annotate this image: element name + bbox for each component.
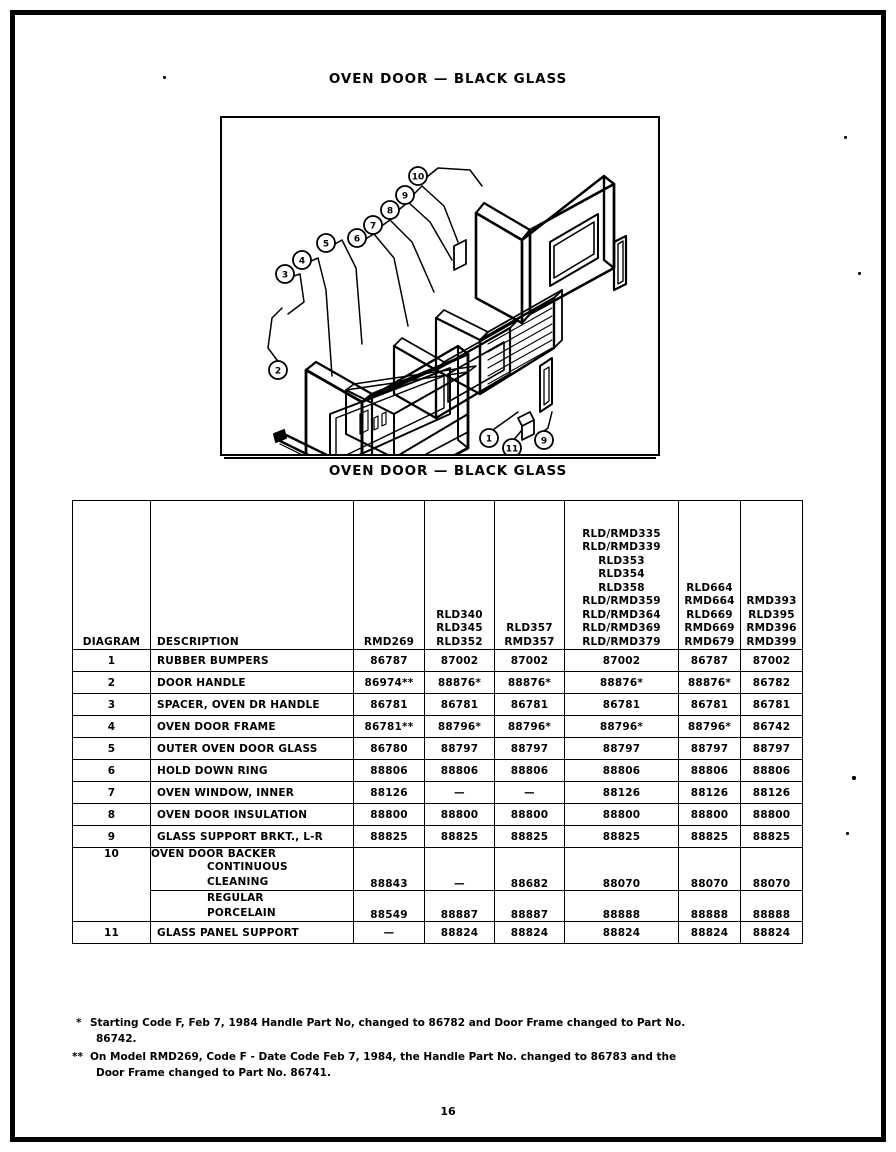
backer-sub-regular <box>151 891 353 921</box>
svg-text:10: 10 <box>411 172 425 183</box>
model-code: RMD393 <box>746 595 797 607</box>
cell-part-no: 88806 <box>741 760 803 782</box>
cell-part-no: 88796* <box>495 716 565 738</box>
column-header-rmd393 <box>741 501 803 650</box>
svg-text:3: 3 <box>281 270 289 281</box>
model-code: RLD/RMD339 <box>582 541 661 553</box>
model-code: RMD669 <box>684 622 735 634</box>
cell-part-no: 88888 <box>741 891 803 922</box>
cell-part-no: 88126 <box>565 782 679 804</box>
cell-part-no: 88806 <box>679 760 741 782</box>
cell-part-no: 88800 <box>565 804 679 826</box>
cell-diagram: 9 <box>73 826 151 848</box>
cell-part-no: 88824 <box>565 922 679 944</box>
footnote-line-1: On Model RMD269, Code F - Date Code Feb 7, 1984, the Handle Part No. changed to 86783 and the <box>90 1051 677 1063</box>
svg-text:11: 11 <box>505 444 519 454</box>
cell-part-no: 88126 <box>741 782 803 804</box>
cell-description: SPACER, OVEN DR HANDLE <box>151 694 354 716</box>
page-content <box>20 20 876 1132</box>
cell-description: OUTER OVEN DOOR GLASS <box>151 738 354 760</box>
cell-part-no: 88876* <box>425 672 495 694</box>
table-row <box>73 782 803 804</box>
model-code: RLD358 <box>598 581 645 594</box>
cell-part-no: — <box>425 782 495 804</box>
cell-part-no: 88682 <box>495 848 565 891</box>
cell-description: DOOR HANDLE <box>151 672 354 694</box>
sub-line-1: REGULAR <box>207 892 264 904</box>
diagram-caption: OVEN DOOR — BLACK GLASS <box>328 463 568 479</box>
cell-part-no: 88824 <box>679 922 741 944</box>
cell-part-no: 88888 <box>565 891 679 922</box>
cell-description: GLASS SUPPORT BRKT., L-R <box>151 826 354 848</box>
cell-part-no: 88800 <box>495 804 565 826</box>
cell-description: OVEN WINDOW, INNER <box>151 782 354 804</box>
cell-part-no: 88806 <box>354 760 425 782</box>
model-code: RLD395 <box>748 608 795 621</box>
cell-part-no: 88797 <box>565 738 679 760</box>
cell-part-no: 88806 <box>565 760 679 782</box>
footnote-double-asterisk <box>72 1049 821 1081</box>
cell-part-no: 88825 <box>741 826 803 848</box>
page-title: OVEN DOOR — BLACK GLASS <box>328 71 568 88</box>
svg-text:2: 2 <box>274 366 282 377</box>
page-number: 16 <box>440 1105 456 1118</box>
model-code: RMD664 <box>684 595 735 607</box>
table-row <box>73 804 803 826</box>
sub-line-2: CLEANING <box>207 876 269 888</box>
scan-speck <box>846 832 849 835</box>
cell-part-no: 88126 <box>679 782 741 804</box>
cell-part-no: 88825 <box>679 826 741 848</box>
model-code: RLD/RMD379 <box>582 635 661 648</box>
svg-text:8: 8 <box>386 206 394 217</box>
sub-line-2: PORCELAIN <box>207 907 276 919</box>
cell-part-no: 88887 <box>425 891 495 922</box>
cell-part-no: 86781 <box>565 694 679 716</box>
cell-part-no: 87002 <box>741 650 803 672</box>
backer-title: OVEN DOOR BACKER <box>151 848 277 860</box>
cell-part-no: 88800 <box>425 804 495 826</box>
cell-diagram: 2 <box>73 672 151 694</box>
model-code: RLD664 <box>686 581 733 594</box>
cell-part-no: 88825 <box>354 826 425 848</box>
footnote-line-2: 86742. <box>96 1033 137 1045</box>
cell-description: OVEN DOOR INSULATION <box>151 804 354 826</box>
parts-table <box>72 500 803 944</box>
model-code: RLD345 <box>436 622 483 634</box>
cell-diagram: 3 <box>73 694 151 716</box>
model-code: RLD352 <box>436 635 483 648</box>
cell-part-no: 86781** <box>354 716 425 738</box>
svg-text:1: 1 <box>485 434 493 445</box>
table-row-backer-continuous <box>73 848 803 891</box>
scan-speck <box>858 272 861 275</box>
cell-part-no: 88800 <box>354 804 425 826</box>
footnote-single-asterisk <box>76 1015 821 1047</box>
cell-part-no: 88800 <box>679 804 741 826</box>
cell-part-no: 88797 <box>679 738 741 760</box>
cell-part-no: 86781 <box>425 694 495 716</box>
column-header-rld335 <box>565 501 679 650</box>
cell-part-no: 88887 <box>495 891 565 922</box>
model-code: RMD269 <box>363 635 415 648</box>
cell-diagram: 5 <box>73 738 151 760</box>
cell-part-no: 86742 <box>741 716 803 738</box>
cell-diagram: 1 <box>73 650 151 672</box>
footnote-line-1: Starting Code F, Feb 7, 1984 Handle Part No, changed to 86782 and Door Frame changed to Part No. <box>90 1017 686 1029</box>
cell-description-backer <box>151 848 354 891</box>
cell-part-no: 88806 <box>495 760 565 782</box>
cell-part-no: 86781 <box>741 694 803 716</box>
table-body <box>73 650 803 944</box>
footnotes <box>72 1015 821 1083</box>
table-row <box>73 694 803 716</box>
svg-text:7: 7 <box>369 221 377 232</box>
cell-part-no: 88843 <box>354 848 425 891</box>
column-header-description: DESCRIPTION <box>151 501 354 650</box>
cell-part-no: 88806 <box>425 760 495 782</box>
model-code: RMD399 <box>746 635 797 648</box>
cell-part-no: 86787 <box>354 650 425 672</box>
cell-description-backer-regular <box>151 891 354 922</box>
table-row <box>73 650 803 672</box>
cell-diagram: 6 <box>73 760 151 782</box>
cell-part-no: 88824 <box>495 922 565 944</box>
cell-part-no: 88888 <box>679 891 741 922</box>
cell-part-no: 88825 <box>565 826 679 848</box>
cell-part-no: 88800 <box>741 804 803 826</box>
model-code: RLD/RMD364 <box>582 608 661 621</box>
parts-table-container <box>72 500 802 944</box>
sub-line-1: CONTINUOUS <box>207 861 288 873</box>
model-code: RLD357 <box>506 622 553 634</box>
model-code: RLD/RMD359 <box>582 595 661 607</box>
model-code: RMD396 <box>746 622 797 634</box>
table-row <box>73 922 803 944</box>
caption-divider <box>224 457 656 459</box>
cell-part-no: 88797 <box>425 738 495 760</box>
cell-part-no: 88824 <box>425 922 495 944</box>
backer-sub-continuous <box>151 860 353 890</box>
cell-part-no: 86782 <box>741 672 803 694</box>
table-row <box>73 738 803 760</box>
svg-text:4: 4 <box>298 256 306 267</box>
table-header <box>73 501 803 650</box>
cell-part-no: — <box>425 848 495 891</box>
cell-part-no: 88824 <box>741 922 803 944</box>
footnote-marker: ** <box>72 1051 83 1063</box>
cell-part-no: 86974** <box>354 672 425 694</box>
table-row <box>73 760 803 782</box>
svg-text:9: 9 <box>401 191 409 202</box>
cell-diagram: 4 <box>73 716 151 738</box>
column-header-rld340 <box>425 501 495 650</box>
cell-description: GLASS PANEL SUPPORT <box>151 922 354 944</box>
cell-part-no: 86781 <box>495 694 565 716</box>
cell-part-no: 88549 <box>354 891 425 922</box>
svg-text:9: 9 <box>540 436 548 447</box>
oven-door-exploded-diagram <box>220 116 660 456</box>
column-header-rmd269 <box>354 501 425 650</box>
cell-part-no: 88126 <box>354 782 425 804</box>
column-header-diagram: DIAGRAM <box>73 501 151 650</box>
model-code: RLD/RMD335 <box>582 527 661 540</box>
column-header-rld357 <box>495 501 565 650</box>
cell-part-no: 88796* <box>565 716 679 738</box>
model-code: RMD679 <box>684 635 735 648</box>
cell-part-no: 86781 <box>354 694 425 716</box>
cell-part-no: 88797 <box>741 738 803 760</box>
svg-text:6: 6 <box>353 234 361 245</box>
model-code: RLD669 <box>686 608 733 621</box>
model-code: RMD357 <box>504 635 555 648</box>
cell-diagram: 11 <box>73 922 151 944</box>
cell-part-no: 88876* <box>495 672 565 694</box>
header-row <box>73 501 803 650</box>
table-row <box>73 672 803 694</box>
model-code: RLD353 <box>598 554 645 567</box>
cell-part-no: 87002 <box>565 650 679 672</box>
cell-part-no: 88797 <box>495 738 565 760</box>
model-code: RLD/RMD369 <box>582 622 661 634</box>
model-code: RLD354 <box>598 568 645 580</box>
cell-part-no: 88825 <box>425 826 495 848</box>
cell-part-no: 88825 <box>495 826 565 848</box>
cell-part-no: 88876* <box>565 672 679 694</box>
cell-part-no: 88796* <box>425 716 495 738</box>
column-header-rld664 <box>679 501 741 650</box>
table-row <box>73 716 803 738</box>
table-row-backer-regular <box>73 891 803 922</box>
cell-description: RUBBER BUMPERS <box>151 650 354 672</box>
cell-part-no: 88070 <box>565 848 679 891</box>
cell-part-no: — <box>495 782 565 804</box>
cell-part-no: 88070 <box>741 848 803 891</box>
cell-part-no: 86780 <box>354 738 425 760</box>
scan-speck <box>844 136 847 139</box>
footnote-line-2: Door Frame changed to Part No. 86741. <box>96 1067 331 1079</box>
cell-diagram: 7 <box>73 782 151 804</box>
cell-part-no: 86781 <box>679 694 741 716</box>
cell-part-no: 88070 <box>679 848 741 891</box>
svg-text:5: 5 <box>322 239 330 250</box>
cell-part-no: 86787 <box>679 650 741 672</box>
model-code: RLD340 <box>436 608 483 621</box>
cell-part-no: 87002 <box>425 650 495 672</box>
cell-description: HOLD DOWN RING <box>151 760 354 782</box>
cell-diagram: 10 <box>73 848 151 922</box>
cell-part-no: 88796* <box>679 716 741 738</box>
cell-part-no: 87002 <box>495 650 565 672</box>
table-row <box>73 826 803 848</box>
cell-part-no: — <box>354 922 425 944</box>
scan-speck <box>852 776 856 780</box>
cell-diagram: 8 <box>73 804 151 826</box>
cell-description: OVEN DOOR FRAME <box>151 716 354 738</box>
cell-part-no: 88876* <box>679 672 741 694</box>
footnote-marker: * <box>76 1017 82 1029</box>
